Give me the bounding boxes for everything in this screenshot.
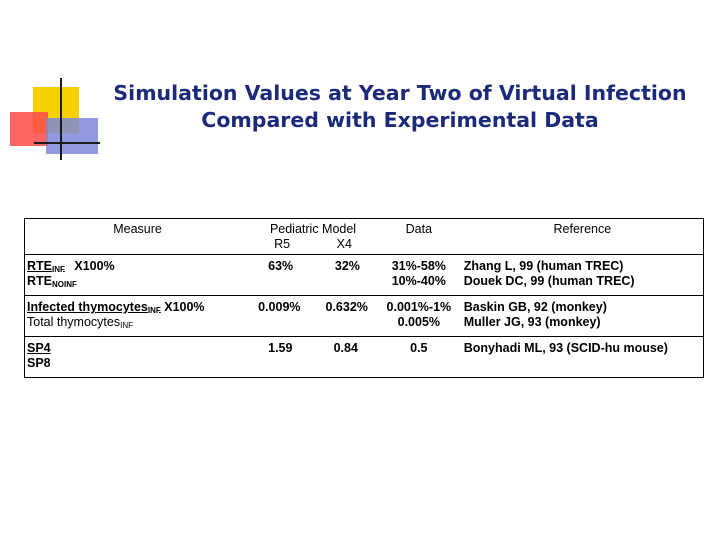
data-value: 10%-40%	[391, 274, 446, 288]
reference-cell	[462, 255, 704, 296]
measure-numerator: SP4	[27, 341, 51, 355]
x4-value: 0.632%	[325, 300, 368, 314]
comparison-table	[24, 218, 704, 378]
data-value: 0.5	[410, 341, 428, 355]
measure-denominator: Total thymocytes	[27, 315, 121, 329]
reference-text: Douek DC, 99 (human TREC)	[463, 274, 635, 288]
r5-value: 1.59	[268, 341, 293, 355]
x4-value: 0.84	[333, 341, 358, 355]
data-value: 0.001%-1%	[386, 300, 452, 314]
data-cell	[376, 255, 462, 296]
logo-vertical-line	[60, 78, 62, 160]
reference-text: Muller JG, 93 (monkey)	[463, 315, 601, 329]
logo-horizontal-line	[34, 142, 100, 144]
data-value: 31%-58%	[391, 259, 446, 273]
reference-text: Zhang L, 99 (human TREC)	[463, 259, 624, 273]
model-values-cell	[250, 255, 376, 296]
table-header-row	[25, 219, 704, 255]
measure-denominator: RTE	[27, 274, 52, 288]
measure-cell	[25, 296, 251, 337]
logo-red-square	[10, 112, 48, 146]
measure-numerator-subscript: INF	[147, 306, 161, 315]
reference-text: Bonyhadi ML, 93 (SCID-hu mouse)	[463, 341, 668, 355]
data-cell	[376, 296, 462, 337]
measure-suffix: X100%	[70, 259, 115, 273]
measure-denominator: SP8	[27, 356, 51, 370]
table-row	[25, 296, 704, 337]
data-value: 0.005%	[397, 315, 441, 329]
measure-denominator-subscript: NOINF	[52, 280, 77, 289]
header-r5: R5	[274, 237, 291, 251]
r5-value: 0.009%	[258, 300, 301, 314]
measure-numerator: RTE	[27, 259, 52, 273]
table-row	[25, 337, 704, 378]
r5-value: 63%	[268, 259, 294, 273]
header-measure: Measure	[113, 222, 162, 236]
reference-text: Baskin GB, 92 (monkey)	[463, 300, 607, 314]
header-data: Data	[405, 222, 433, 236]
title-line-1: Simulation Values at Year Two of Virtual Infection	[113, 81, 687, 105]
slide-title	[90, 80, 710, 134]
title-line-2: Compared with Experimental Data	[201, 108, 599, 132]
model-values-cell	[250, 296, 376, 337]
header-reference: Reference	[553, 222, 612, 236]
reference-cell	[462, 337, 704, 378]
table-row	[25, 255, 704, 296]
reference-cell	[462, 296, 704, 337]
header-pediatric-model-label: Pediatric Model	[269, 222, 357, 236]
header-x4: X4	[336, 237, 352, 251]
measure-cell	[25, 337, 251, 378]
measure-numerator-subscript: INF	[52, 265, 65, 274]
x4-value: 32%	[334, 259, 360, 273]
measure-suffix: X100%	[160, 300, 205, 314]
data-cell	[376, 337, 462, 378]
header-pediatric-model	[250, 219, 376, 255]
model-values-cell	[250, 337, 376, 378]
measure-numerator: Infected thymocytes	[27, 300, 148, 314]
measure-cell	[25, 255, 251, 296]
measure-denominator-subscript: INF	[120, 321, 133, 330]
